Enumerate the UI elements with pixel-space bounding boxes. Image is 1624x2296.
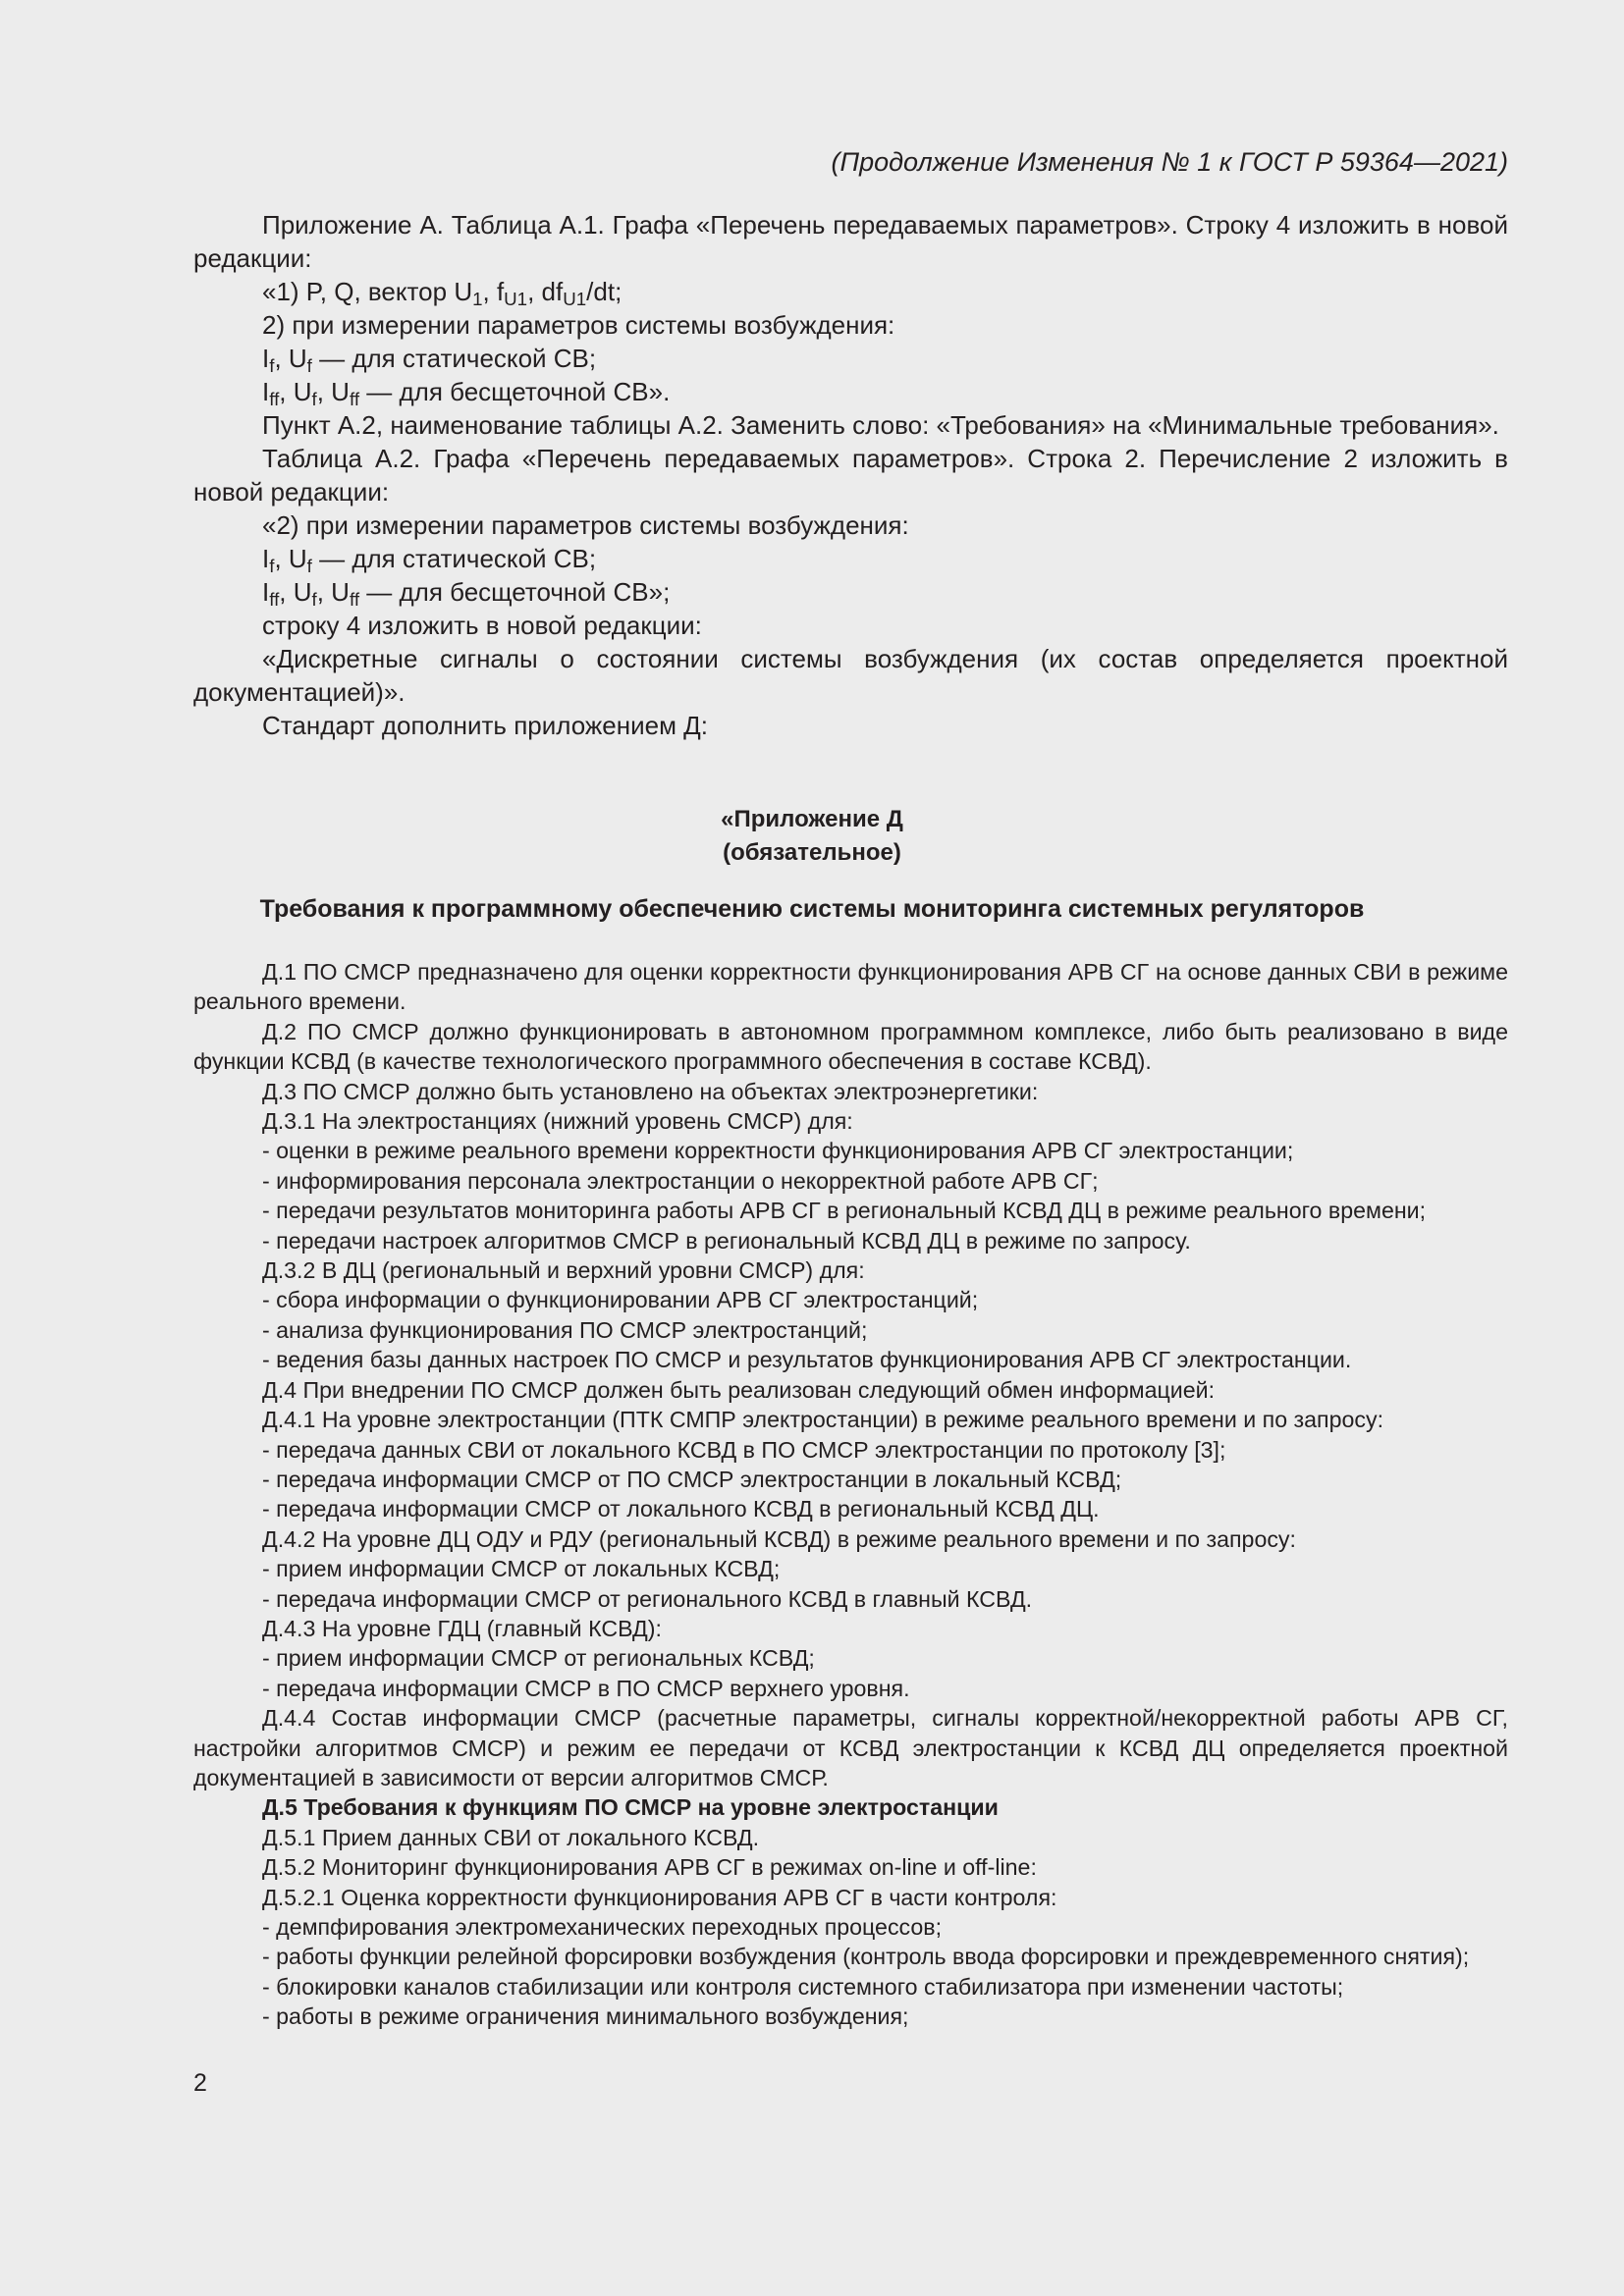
list-item: - демпфирования электромеханических переходных процессов; <box>262 1914 943 1940</box>
paragraph-discrete-signals: «Дискретные сигналы о состоянии системы возбуждения (их состав определяется проектной документацией)». <box>193 644 1508 707</box>
clause-d5-heading: Д.5 Требования к функциям ПО СМСР на уровне электростанции <box>262 1794 999 1821</box>
clause-d1: Д.1 ПО СМСР предназначено для оценки корректности функционирования АРВ СГ на основе данных СВИ в режиме реального времени. <box>193 959 1508 1015</box>
paragraph-table-a2: Таблица А.2. Графа «Перечень передаваемых параметров». Строка 2. Перечисление 2 изложить в новой редакции: <box>193 444 1508 507</box>
clause-d3-1: Д.3.1 На электростанциях (нижний уровень СМСР) для: <box>262 1108 853 1135</box>
list-item: - передача информации СМСР от ПО СМСР электростанции в локальный КСВД; <box>262 1466 1122 1492</box>
running-header: (Продолжение Изменения № 1 к ГОСТ Р 59364—2021) <box>831 147 1508 177</box>
list-item: - сбора информации о функционировании АРВ СГ электростанций; <box>262 1287 979 1313</box>
list-item: - оценки в режиме реального времени корректности функционирования АРВ СГ электростанции; <box>262 1138 1294 1164</box>
list-line-brushless: $I_{ff}$, $U_f$, $U_{ff}$ — для бесщеточной СВ». <box>262 377 671 410</box>
list-item: - анализа функционирования ПО СМСР электростанций; <box>262 1316 868 1343</box>
list-item: - передачи настроек алгоритмов СМСР в региональный КСВД ДЦ в режиме по запросу. <box>262 1227 1191 1254</box>
list-line-row4: строку 4 изложить в новой редакции: <box>262 611 702 640</box>
page-number: 2 <box>193 2069 207 2097</box>
list-item: - ведения базы данных настроек ПО СМСР и результатов функционирования АРВ СГ электростанции. <box>262 1347 1352 1373</box>
paragraph-item-a2: Пункт А.2, наименование таблицы А.2. Заменить слово: «Требования» на «Минимальные требования». <box>262 410 1499 440</box>
list-item: - работы функции релейной форсировки возбуждения (контроль ввода форсировки и преждевременного снятия); <box>262 1944 1470 1970</box>
clause-d3: Д.3 ПО СМСР должно быть установлено на объектах электроэнергетики: <box>262 1078 1039 1104</box>
list-item: - передача информации СМСР от регионального КСВД в главный КСВД. <box>262 1585 1033 1612</box>
list-line-params-1: «1) P, Q, вектор $U_1$, $f_{U1}$, $df_{U1}/dt$; <box>262 277 623 310</box>
amendment-text <box>193 208 1508 742</box>
paragraph-table-a1: Приложение А. Таблица А.1. Графа «Перечень передаваемых параметров». Строку 4 изложить в новой редакции: <box>193 210 1508 273</box>
paragraph-add-appendix: Стандарт дополнить приложением Д: <box>262 711 709 740</box>
list-line-static: $I_f$, $U_f$ — для статической СВ; <box>262 344 597 377</box>
appendix-label: «Приложение Д <box>721 806 903 832</box>
clause-d3-2: Д.3.2 В ДЦ (региональный и верхний уровни СМСР) для: <box>262 1257 865 1284</box>
appendix-title: Требования к программному обеспечению системы мониторинга системных регуляторов <box>259 895 1365 923</box>
clause-d2: Д.2 ПО СМСР должно функционировать в автономном программном комплексе, либо быть реализовано в виде функции КСВД (в качестве технологического программного обеспечения в составе КСВД). <box>193 1018 1508 1075</box>
list-item: - передача информации СМСР от локального КСВД в региональный КСВД ДЦ. <box>262 1496 1100 1522</box>
clause-d4-1: Д.4.1 На уровне электростанции (ПТК СМПР электростанции) в режиме реального времени и по запросу: <box>262 1407 1384 1433</box>
clause-d5-2: Д.5.2 Мониторинг функционирования АРВ СГ в режимах on-line и off-line: <box>262 1854 1037 1881</box>
list-item: - прием информации СМСР от локальных КСВД; <box>262 1556 781 1582</box>
appendix-body <box>193 957 1508 2032</box>
list-item: - работы в режиме ограничения минимального возбуждения; <box>262 2003 909 2030</box>
list-item: - информирования персонала электростанции о некорректной работе АРВ СГ; <box>262 1167 1099 1194</box>
list-line-brushless-2: $I_{ff}$, $U_f$, $U_{ff}$ — для бесщеточной СВ»; <box>262 577 671 611</box>
clause-d5-2-1: Д.5.2.1 Оценка корректности функционирования АРВ СГ в части контроля: <box>262 1884 1057 1910</box>
clause-d4: Д.4 При внедрении ПО СМСР должен быть реализован следующий обмен информацией: <box>262 1376 1216 1403</box>
list-line-static-2: $I_f$, $U_f$ — для статической СВ; <box>262 544 597 577</box>
list-item: - передача данных СВИ от локального КСВД в ПО СМСР электростанции по протоколу [3]; <box>262 1436 1226 1463</box>
list-line-params-2: 2) при измерении параметров системы возбуждения: <box>262 310 895 340</box>
clause-d4-2: Д.4.2 На уровне ДЦ ОДУ и РДУ (региональный КСВД) в режиме реального времени и по запросу: <box>262 1525 1296 1552</box>
clause-d4-3: Д.4.3 На уровне ГДЦ (главный КСВД): <box>262 1615 662 1641</box>
list-line-params-3: «2) при измерении параметров системы возбуждения: <box>262 510 909 540</box>
list-item: - передача информации СМСР в ПО СМСР верхнего уровня. <box>262 1675 910 1701</box>
list-item: - передачи результатов мониторинга работы АРВ СГ в региональный КСВД ДЦ в режиме реального времени; <box>262 1198 1427 1224</box>
clause-d5-1: Д.5.1 Прием данных СВИ от локального КСВД. <box>262 1824 760 1850</box>
appendix-status: (обязательное) <box>723 839 901 866</box>
list-item: - прием информации СМСР от региональных КСВД; <box>262 1645 815 1672</box>
list-item: - блокировки каналов стабилизации или контроля системного стабилизатора при изменении частоты; <box>262 1973 1344 2000</box>
appendix-heading <box>0 803 1624 870</box>
clause-d4-4: Д.4.4 Состав информации СМСР (расчетные параметры, сигналы корректной/некорректной работы АРВ СГ, настройки алгоритмов СМСР) и режим ее передачи от КСВД электростанции к КСВД ДЦ определяется проектной документацией в зависимости от версии алгоритмов СМСР. <box>193 1705 1508 1790</box>
